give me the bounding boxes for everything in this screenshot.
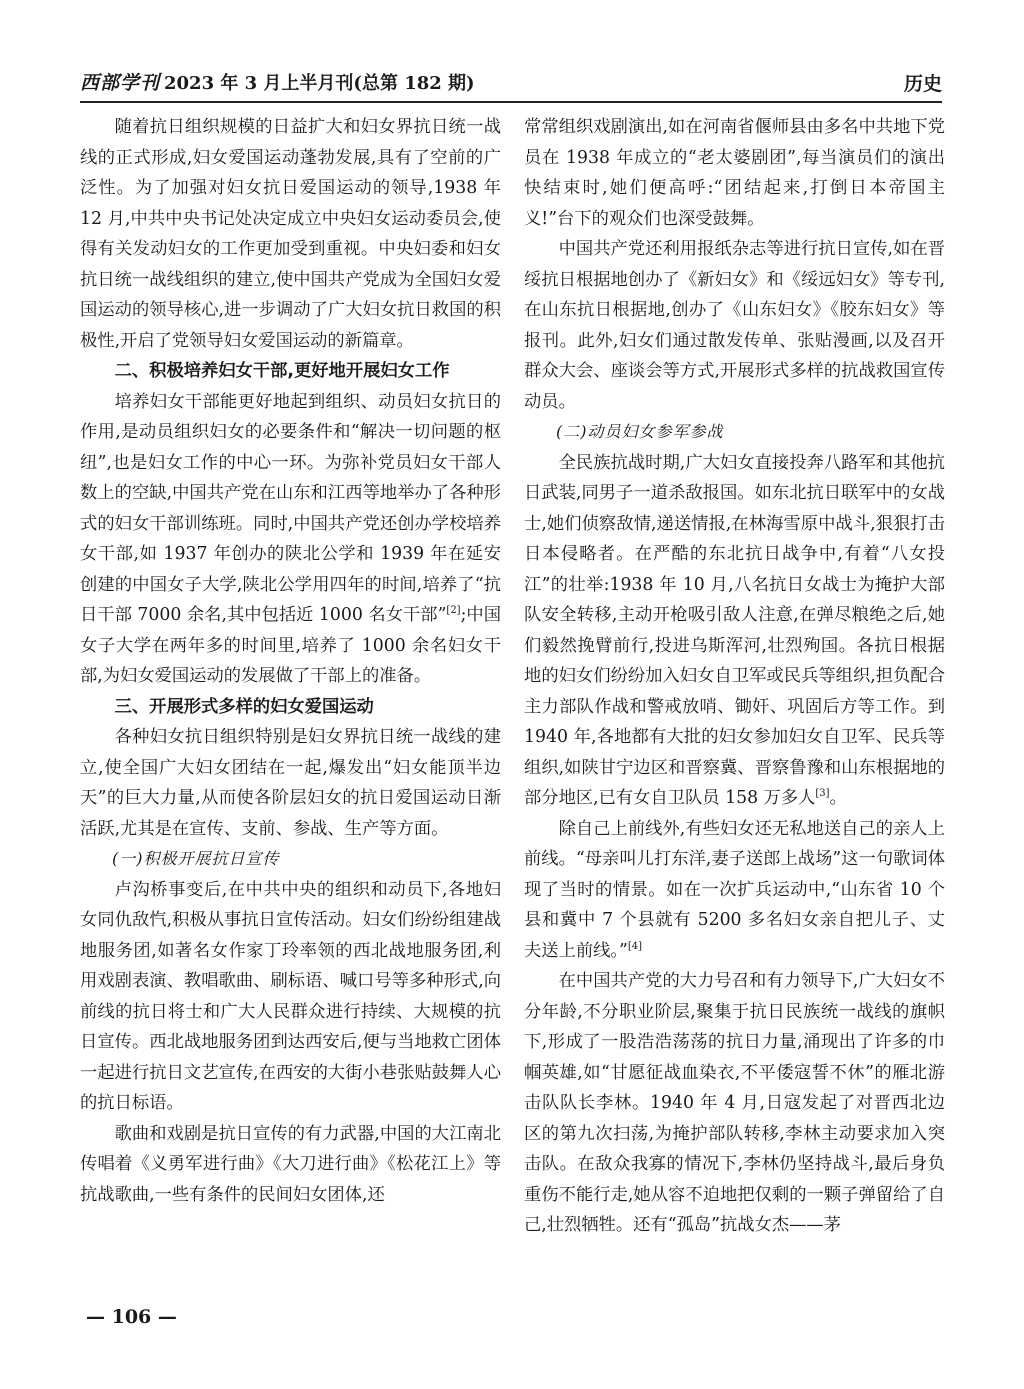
subsection-heading: (一)积极开展抗日宣传 (112, 849, 280, 868)
paragraph: 卢沟桥事变后,在中共中央的组织和动员下,各地妇女同仇敌忾,积极从事抗日宣传活动。妇女们纷纷组建战地服务团,如著名女作家丁玲率领的西北战地服务团,利用戏剧表演、教唱歌曲、刷标语、喊口号等多种形式,向前线的抗日将士和广大人民群众进行持续、大规模的抗日宣传。西北战地服务团到达西安后,便与当地救亡团体一起进行抗日文艺宣传,在西安的大街小巷张贴鼓舞人心的抗日标语。 (80, 879, 501, 1113)
paragraph: 各种妇女抗日组织特别是妇女界抗日统一战线的建立,使全国广大妇女团结在一起,爆发出“妇女能顶半边天”的巨大力量,从而使各阶层妇女的抗日爱国运动日渐活跃,尤其是在宣传、支前、参战、生产等方面。 (80, 727, 501, 839)
paragraph: 常常组织戏剧演出,如在河南省偃师县由多名中共地下党员在 1938 年成立的“老太婆剧团”,每当演员们的演出快结束时,她们便高呼:“团结起来,打倒日本帝国主义!”台下的观众们也深受鼓舞。 (524, 117, 945, 229)
citation: [4] (627, 940, 643, 952)
paragraph: 歌曲和戏剧是抗日宣传的有力武器,中国的大江南北传唱着《义勇军进行曲》《大刀进行曲》《松花江上》等抗战歌曲,一些有条件的民间妇女团体,还 (80, 1123, 501, 1205)
paragraph: 除自己上前线外,有些妇女还无私地送自己的亲人上前线。“母亲叫儿打东洋,妻子送郎上战场”这一句歌词体现了当时的情景。如在一次扩兵运动中,“山东省 10 个县和冀中 7 个县就有 5200 多名妇女亲自把儿子、丈夫送上前线。”[4] (524, 818, 945, 961)
journal-logo: 西部学刊 (80, 72, 161, 94)
citation: [3] (815, 788, 830, 800)
issue-info: 2023 年 3 月上半月刊(总第 182 期) (164, 73, 475, 94)
section-heading: 二、积极培养妇女干部,更好地开展妇女工作 (114, 361, 450, 381)
section-heading: 三、开展形式多样的妇女爱国运动 (114, 696, 374, 717)
paragraph: 随着抗日组织规模的日益扩大和妇女界抗日统一战线的正式形成,妇女爱国运动蓬勃发展,具有了空前的广泛性。为了加强对妇女抗日爱国运动的领导,1938 年 12 月,中共中央书记处决定成立中央妇女运动委员会,使得有关发动妇女的工作更加受到重视。中央妇委和妇女抗日统一战线组织的建立,使中国共产党成为全国妇女爱国运动的领导核心,进一步调动了广大妇女抗日救国的积极性,开启了党领导妇女爱国运动的新篇章。 (80, 117, 501, 351)
page-number: — 106 — (86, 1306, 177, 1328)
paragraph: 全民族抗战时期,广大妇女直接投奔八路军和其他抗日武装,同男子一道杀敌报国。如东北抗日联军中的女战士,她们侦察敌情,递送情报,在林海雪原中战斗,狠狠打击日本侵略者。在严酷的东北抗日战争中,有着“八女投江”的壮举:1938 年 10 月,八名抗日女战士为掩护大部队安全转移,主动开枪吸引敌人注意,在弹尽粮绝之后,她们毅然挽臂前行,投进乌斯浑河,壮烈殉国。各抗日根据地的妇女们纷纷加入妇女自卫军或民兵等组织,担负配合主力部队作战和警戒放哨、锄奸、巩固后方等工作。到 1940 年,各地都有大批的妇女参加妇女自卫军、民兵等组织,如陕甘宁边区和晋察冀、晋察鲁豫和山东根据地的部分地区,已有女自卫队员 158 万多人[3]。 (524, 452, 945, 808)
page-header (80, 66, 942, 100)
paragraph: 培养妇女干部能更好地起到组织、动员妇女抗日的作用,是动员组织妇女的必要条件和“解决一切问题的枢纽”,也是妇女工作的中心一环。为弥补党员妇女干部人数上的空缺,中国共产党在山东和江西等地举办了各种形式的妇女干部训练班。同时,中国共产党还创办学校培养女干部,如 1937 年创办的陕北公学和 1939 年在延安创建的中国女子大学,陕北公学用四年的时间,培养了“抗日干部 7000 余名,其中包括近 1000 名女干部”[2];中国女子大学在两年多的时间里,培养了 1000 余名妇女干部,为妇女爱国运动的发展做了干部上的准备。 (80, 391, 502, 686)
paragraph: 中国共产党还利用报纸杂志等进行抗日宣传,如在晋绥抗日根据地创办了《新妇女》和《绥远妇女》等专刊,在山东抗日根据地,创办了《山东妇女》《胶东妇女》等报刊。此外,妇女们通过散发传单、张贴漫画,以及召开群众大会、座谈会等方式,开展形式多样的抗战救国宣传动员。 (524, 239, 945, 412)
right-column (524, 112, 945, 1241)
section-title: 历史 (903, 73, 942, 95)
header-rule (80, 101, 942, 103)
citation: [2] (446, 605, 461, 617)
paragraph: 在中国共产党的大力号召和有力领导下,广大妇女不分年龄,不分职业阶层,聚集于抗日民族统一战线的旗帜下,形成了一股浩浩荡荡的抗日力量,涌现出了许多的巾帼英雄,如“甘愿征战血染衣,不平倭寇誓不休”的雁北游击队队长李林。1940 年 4 月,日寇发起了对晋西北边区的第九次扫荡,为掩护部队转移,李林主动要求加入突击队。在敌众我寡的情况下,李林仍坚持战斗,最后身负重伤不能行走,她从容不迫地把仅剩的一颗子弹留给了自己,壮烈牺牲。还有“孤岛”抗战女杰——茅 (524, 971, 945, 1235)
left-column (80, 112, 501, 1210)
subsection-heading: (二)动员妇女参军参战 (556, 422, 724, 441)
